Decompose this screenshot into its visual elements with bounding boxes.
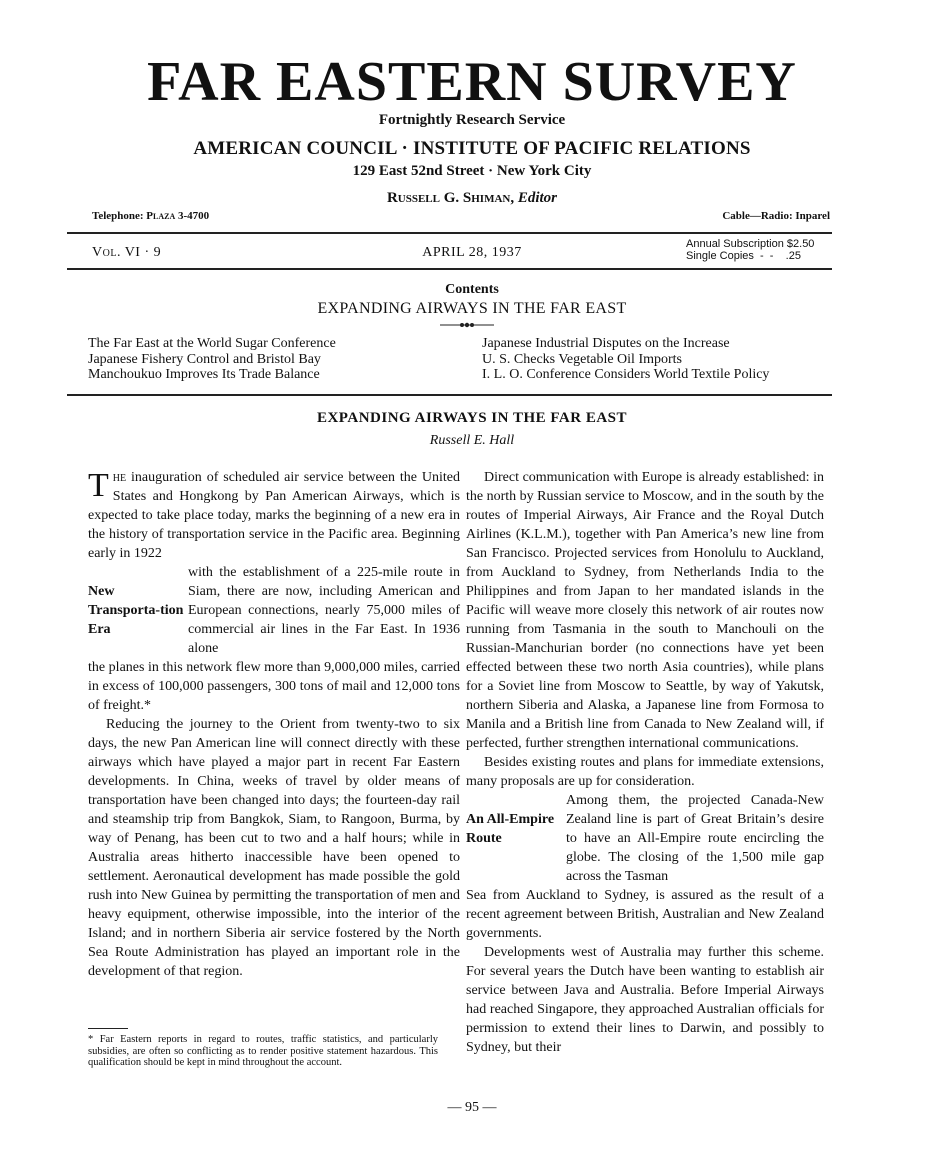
footnote: * Far Eastern reports in regard to routes, traffic statistics, and particularly subsidies, are often so conflicting as to render positive statement hazardous. This qualification should be kept in mind throughout the account. bbox=[88, 1034, 438, 1068]
paragraph-5: Developments west of Australia may further this scheme. For several years the Dutch have been wanting to establish air service between Java and Australia. Before Imperial Airways had reached Singapore, they approached Australian officials for permission to extend their lines to Darwin, and possibly to Sydney, but their bbox=[466, 945, 824, 1055]
paragraph-4: Besides existing routes and plans for immediate extensions, many proposals are up for consideration. bbox=[466, 755, 824, 789]
contents-item: Manchoukuo Improves Its Trade Balance bbox=[88, 367, 320, 382]
paragraph-1 bbox=[88, 468, 460, 563]
paragraph-text: with the establishment of a 225-mile route in Siam, there are now, including American and European connections, nearly 75,000 miles of commercial air lines in the Far East. In 1936 alone bbox=[188, 565, 460, 656]
contents-heading: Contents bbox=[445, 282, 499, 297]
address-line: 129 East 52nd Street · New York City bbox=[352, 163, 592, 179]
article-column-right bbox=[466, 468, 824, 1057]
editor-name: Russell G. Shiman, bbox=[386, 190, 515, 206]
contents-list-right bbox=[482, 336, 769, 383]
sidehead-new-transportation-era: New Transporta-tion Era bbox=[88, 584, 184, 637]
paragraph-text: Sea from Auckland to Sydney, is assured as the result of a recent agreement between British, Australian and New Zealand governments. bbox=[466, 888, 824, 941]
sidehead-block bbox=[88, 563, 460, 658]
telephone bbox=[92, 210, 209, 222]
ornament-divider bbox=[440, 320, 494, 330]
sidehead-all-empire-route: An All-Empire Route bbox=[466, 812, 555, 846]
contents-bottom-rule bbox=[67, 394, 832, 396]
publisher-line: AMERICAN COUNCIL · INSTITUTE OF PACIFIC RELATIONS bbox=[193, 138, 751, 159]
issue-bar-rule bbox=[67, 268, 832, 270]
contents-item: Japanese Fishery Control and Bristol Bay bbox=[88, 351, 321, 367]
paragraph-text: the planes in this network flew more than 9,000,000 miles, carried in excess of 100,000 passengers, 300 tons of mail and 12,000 tons of freight.* bbox=[88, 660, 460, 713]
telephone-value: Plaza 3-4700 bbox=[146, 210, 210, 222]
article-title: EXPANDING AIRWAYS IN THE FAR EAST bbox=[316, 410, 628, 426]
footnote-rule bbox=[88, 1028, 128, 1029]
editor-line bbox=[0, 190, 944, 207]
paragraph-2: Reducing the journey to the Orient from twenty-two to six days, the new Pan American line will connect directly with these airways which have played a major part in recent Far Eastern developments. In China, weeks of travel by older means of transportation have been changed into days; the fourteen-day rail and steamship trip from Bangkok, Siam, to Rangoon, Burma, by way of Penang, has been cut to two and a half hours; while in Australia areas hitherto inaccessible have been opened to settlement. Aeronautical development has made possible the gold rush into New Guinea by permitting the transportation of men and heavy equipment, otherwise impossible, into the interior of the Island; and in northern Siberia air service fostered by the North Sea Route Administration has played an important role in the development of that region. bbox=[88, 717, 460, 979]
paragraph-text: inauguration of scheduled air service between the United States and Hongkong by Pan American Airways, which is expected to take place today, marks the beginning of a new era in the history of transportation service in the Pacific area. Beginning early in 1922 bbox=[88, 470, 460, 561]
volume-label: Vol. VI bbox=[92, 245, 141, 260]
paragraph-3: Direct communication with Europe is already established: in the north by Russian service to Moscow, and in the south by the routes of Imperial Airways, Air France and the Royal Dutch Airlines (K.L.M.), together with Pan America’s new line from San Francisco. Projected services from Honolulu to Auckland, from Auckland to Sydney, from Netherlands India to the Philippines and from Japan to her mandated islands in the Pacific will weave more closely this network of air routes now running from Tasmania in the south to Manchouli on the Russian-Manchurian border (no connections have yet been effected between these two north Asia countries), while plans for a Soviet line from Moscow to Seattle, by way of Yakutsk, northern Siberia and Alaska, a Japanese line from Formosa to Manila and a British line from Canada to New Zealand will, if perfected, further strengthen international communications. bbox=[466, 470, 824, 751]
sidehead-block bbox=[466, 791, 824, 886]
telephone-label: Telephone: bbox=[92, 210, 144, 222]
subscription-info bbox=[686, 238, 814, 262]
editor-role: Editor bbox=[517, 190, 558, 206]
contents-item: The Far East at the World Sugar Conference bbox=[88, 336, 336, 351]
contents-item: U. S. Checks Vegetable Oil Imports bbox=[482, 351, 682, 367]
masthead-title: FAR EASTERN SURVEY bbox=[147, 51, 797, 113]
article-byline: Russell E. Hall bbox=[429, 433, 515, 448]
contents-item: Japanese Industrial Disputes on the Increase bbox=[482, 336, 730, 351]
single-copies: Single Copies - - .25 bbox=[686, 250, 801, 262]
page-number: — 95 — bbox=[447, 1100, 497, 1115]
contents-main-article: EXPANDING AIRWAYS IN THE FAR EAST bbox=[317, 300, 627, 317]
contents-list-left bbox=[88, 336, 336, 383]
drop-cap: T bbox=[88, 467, 109, 504]
masthead-subtitle: Fortnightly Research Service bbox=[378, 112, 566, 128]
contents-item: I. L. O. Conference Considers World Textile Policy bbox=[482, 367, 770, 382]
paragraph-text: Among them, the projected Canada-New Zealand line is part of Great Britain’s desire to have an All-Empire route encircling the globe. The closing of the 1,500 mile gap across the Tasman bbox=[566, 793, 824, 884]
issue-number: · 9 bbox=[144, 245, 162, 260]
small-caps-lead: he bbox=[112, 470, 127, 485]
cable-address: Cable—Radio: Inparel bbox=[722, 210, 830, 222]
issue-date: APRIL 28, 1937 bbox=[422, 245, 522, 260]
article-column-left bbox=[88, 468, 460, 981]
annual-subscription: Annual Subscription $2.50 bbox=[686, 238, 815, 250]
top-rule bbox=[67, 232, 832, 234]
